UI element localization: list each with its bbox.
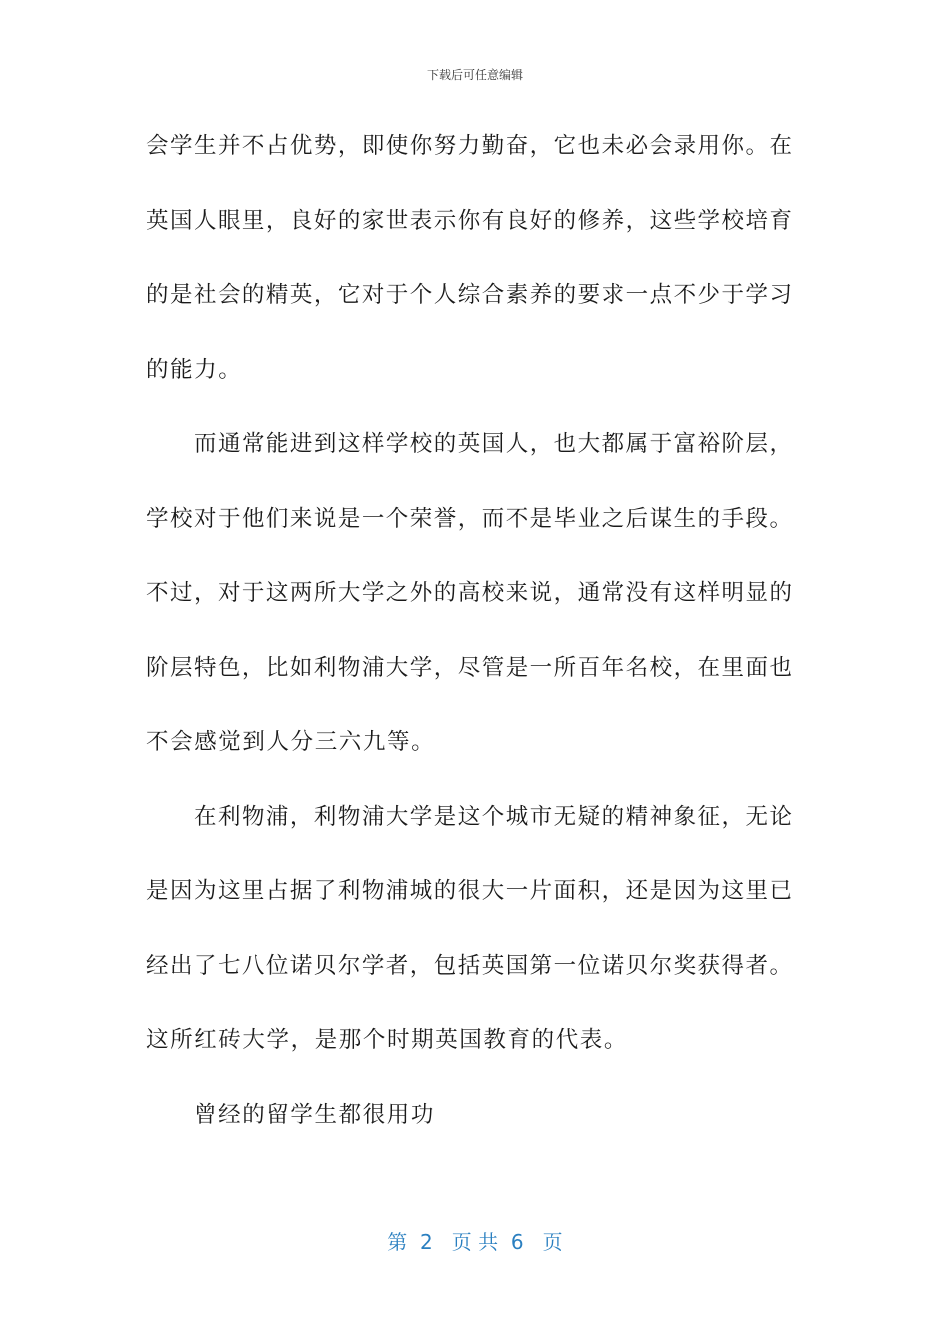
text-line: 而通常能进到这样学校的英国人，也大都属于富裕阶层，: [194, 431, 792, 457]
text-line: 是因为这里占据了利物浦城的很大一片面积，还是因为这里已: [146, 878, 792, 904]
text-line: 经出了七八位诺贝尔学者，包括英国第一位诺贝尔奖获得者。: [146, 952, 792, 979]
section-heading: 曾经的留学生都很用功: [194, 1101, 436, 1128]
text-line: 学校对于他们来说是一个荣誉，而不是毕业之后谋生的手段。: [146, 505, 792, 532]
header-note: 下载后可任意编辑: [426, 68, 523, 82]
page-number: 第 2 页 共 6 页: [387, 1230, 563, 1254]
text-line: 英国人眼里，良好的家世表示你有良好的修养，这些学校培育: [146, 207, 792, 234]
text-line: 不过，对于这两所大学之外的高校来说，通常没有这样明显的: [146, 580, 792, 606]
text-line: 会学生并不占优势，即使你努力勤奋，它也未必会录用你。在: [146, 133, 792, 159]
document-body: [146, 120, 792, 1163]
text-line: 在利物浦，利物浦大学是这个城市无疑的精神象征，无论: [194, 803, 792, 830]
text-line: 的能力。: [146, 356, 243, 383]
text-line: 阶层特色，比如利物浦大学，尽管是一所百年名校，在里面也: [146, 654, 792, 681]
text-line: 这所红砖大学，是那个时期英国教育的代表。: [146, 1027, 629, 1053]
text-line: 的是社会的精英，它对于个人综合素养的要求一点不少于学习: [146, 282, 792, 308]
text-line: 不会感觉到人分三六九等。: [146, 729, 436, 755]
